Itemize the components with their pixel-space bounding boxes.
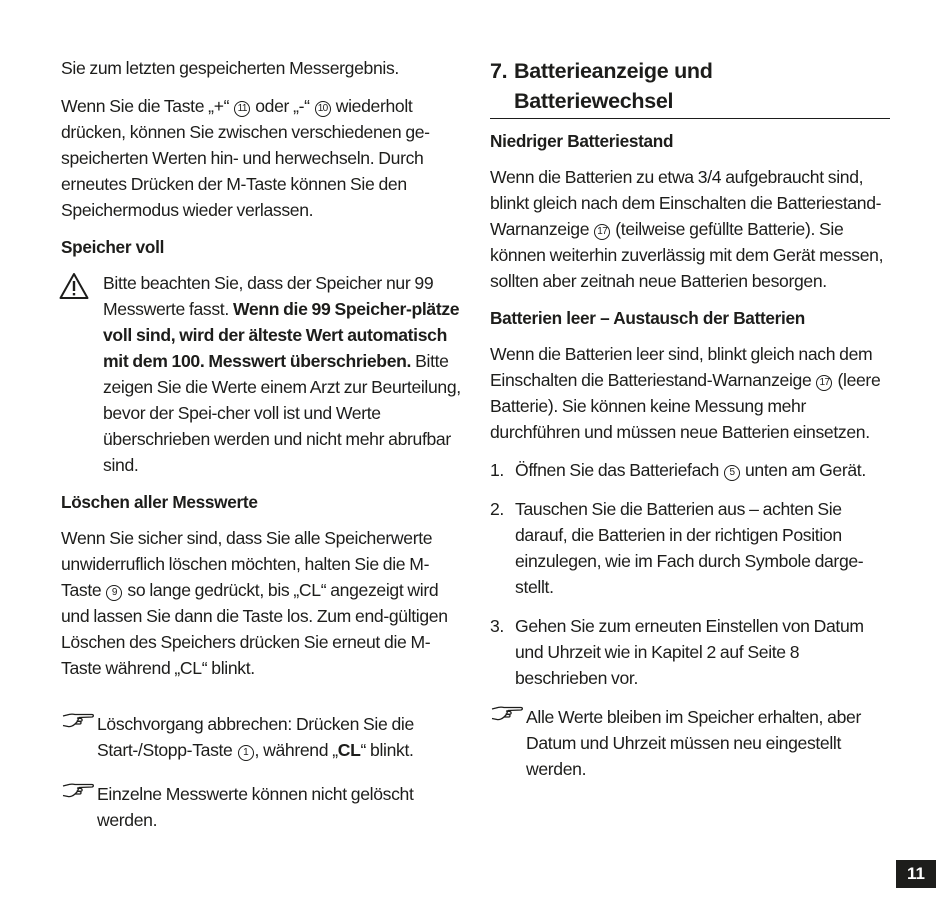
note-values-kept: [490, 704, 890, 782]
ref-number: 9: [106, 585, 122, 601]
left-column: [61, 55, 463, 833]
heading-memory-full: Speicher voll: [61, 237, 165, 257]
section-heading: 7. Batterieanzeige und Batteriewechsel: [490, 52, 890, 119]
right-column: [490, 52, 890, 782]
delete-all-paragraph: Wenn Sie sicher sind, dass Sie alle Speicherwerte unwiderruflich löschen möchten, halten Sie die M-Taste 9 so lange gedrückt, bis „CL“ angezeigt wird und lassen Sie dann die Taste los. Zum end-gültigen Löschen des Speichers drücken Sie erneut die M-Taste während „CL“ blinkt.: [61, 528, 448, 678]
list-item: 2. Tauschen Sie die Batterien aus – achten Sie darauf, die Batterien in der richtigen Position einzulegen, wie im Fach durch Symbole darge-stellt.: [490, 499, 864, 597]
heading-battery-empty: Batterien leer – Austausch der Batterien: [490, 308, 805, 328]
pointing-hand-icon: [490, 705, 524, 730]
note-text: Einzelne Messwerte können nicht gelöscht werden.: [97, 784, 414, 830]
memory-navigation-paragraph: Wenn Sie die Taste „+“ 11 oder „-“ 10 wiederholt drücken, können Sie zwischen verschiedenen ge-speicherten Werten hin- und herwechseln. Durch erneutes Drücken der M-Taste können Sie den Speichermodus wieder verlassen.: [61, 96, 430, 220]
note-cancel-delete: [61, 711, 463, 763]
ref-number: 17: [816, 375, 832, 391]
warning-triangle-icon: [59, 272, 89, 305]
page-number: 11: [896, 860, 936, 888]
note-text: Löschvorgang abbrechen: Drücken Sie die Start-/Stopp-Taste 1 , während „CL“ blinkt.: [97, 714, 414, 760]
pointing-hand-icon: [61, 782, 95, 807]
heading-low-battery: Niedriger Batteriestand: [490, 131, 674, 151]
warning-block: [61, 270, 463, 478]
battery-steps-list: [490, 457, 890, 691]
pointing-hand-icon: [61, 712, 95, 737]
battery-empty-paragraph: Wenn die Batterien leer sind, blinkt gleich nach dem Einschalten die Batteriestand-Warnanzeige 17 (leere Batterie). Sie können keine Messung mehr durchführen und müssen neue Batterien einsetzen.: [490, 344, 881, 442]
note-single-delete: [61, 781, 463, 833]
heading-delete-all: Löschen aller Messwerte: [61, 492, 258, 512]
intro-text: Sie zum letzten gespeicherten Messergebnis.: [61, 58, 399, 78]
ref-number: 5: [724, 465, 740, 481]
note-text: Alle Werte bleiben im Speicher erhalten, aber Datum und Uhrzeit müssen neu eingestellt werden.: [526, 707, 861, 779]
list-item: 1. Öffnen Sie das Batteriefach 5 unten am Gerät.: [490, 460, 866, 480]
list-item: 3. Gehen Sie zum erneuten Einstellen von Datum und Uhrzeit wie in Kapitel 2 auf Seite 8 beschrieben vor.: [490, 616, 864, 688]
low-battery-paragraph: Wenn die Batterien zu etwa 3/4 aufgebraucht sind, blinkt gleich nach dem Einschalten die Batteriestand-Warnanzeige 17 (teilweise gefüllte Batterie). Sie können weiterhin zuverlässig mit dem Gerät messen, sollten aber zeitnah neue Batterien besorgen.: [490, 167, 884, 291]
ref-number: 10: [315, 101, 331, 117]
ref-number: 17: [594, 224, 610, 240]
warning-text: Bitte beachten Sie, dass der Speicher nur 99 Messwerte fasst. Wenn die 99 Speicher-plätze voll sind, wird der älteste Wert automatisch mit dem 100. Messwert überschrieben. Bitte zeigen Sie die Werte einem Arzt zur Beurteilung, bevor der Spei-cher voll ist und Werte überschrieben werden und nicht mehr abrufbar sind.: [103, 273, 461, 475]
ref-number: 1: [238, 745, 254, 761]
ref-number: 11: [234, 101, 250, 117]
